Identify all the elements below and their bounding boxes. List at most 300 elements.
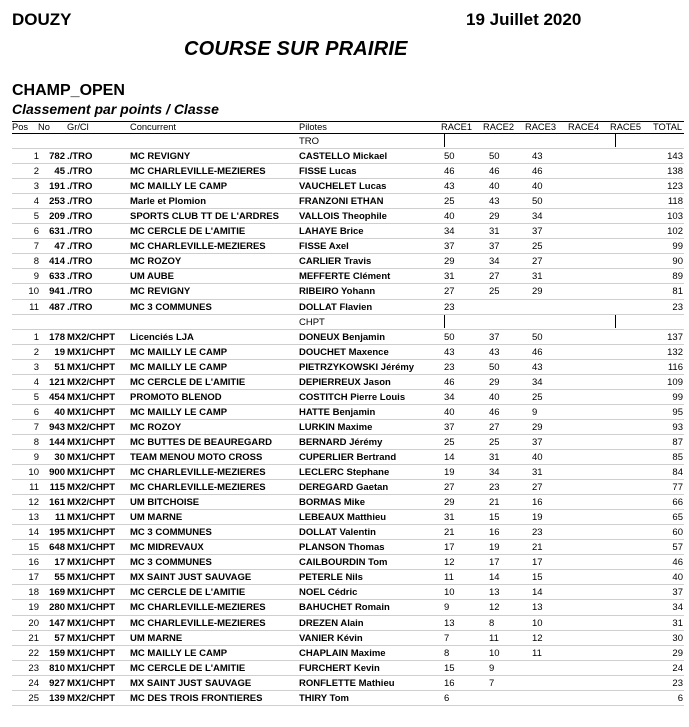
table-row: [12, 375, 684, 390]
row-total: 95: [672, 406, 683, 418]
group-label: CHPT: [299, 316, 325, 328]
row-race1: 16: [444, 677, 455, 689]
row-total: 34: [672, 602, 683, 614]
row-total: 103: [667, 211, 683, 223]
row-pos: 17: [28, 572, 39, 584]
row-race3: 21: [532, 542, 543, 554]
row-pos: 2: [33, 166, 39, 178]
row-race3: 19: [532, 512, 543, 524]
row-race3: 29: [532, 421, 543, 433]
row-total: 66: [672, 497, 683, 509]
row-concurrent: MC CHARLEVILLE-MEZIERES: [130, 467, 266, 479]
row-no: 45: [54, 166, 65, 178]
table-row: [12, 420, 684, 435]
row-pilote: FISSE Lucas: [299, 166, 357, 178]
row-group-class: MX1/CHPT: [67, 512, 116, 524]
group-box: [444, 315, 616, 328]
row-concurrent: MX SAINT JUST SAUVAGE: [130, 572, 252, 584]
row-pilote: COSTITCH Pierre Louis: [299, 391, 406, 403]
row-no: 633: [49, 271, 65, 283]
row-pilote: VALLOIS Theophile: [299, 211, 387, 223]
row-group-class: MX2/CHPT: [67, 376, 116, 388]
row-group-class: ./TRO: [67, 151, 93, 163]
row-pos: 4: [33, 196, 39, 208]
row-no: 30: [54, 451, 65, 463]
row-race1: 37: [444, 421, 455, 433]
row-pilote: CUPERLIER Bertrand: [299, 451, 397, 463]
row-no: 648: [49, 542, 65, 554]
row-race1: 15: [444, 662, 455, 674]
header-pos: Pos: [12, 122, 29, 132]
row-pilote: BERNARD Jérémy: [299, 436, 383, 448]
row-race1: 46: [444, 166, 455, 178]
row-group-class: MX1/CHPT: [67, 557, 116, 569]
row-race2: 15: [489, 512, 500, 524]
row-no: 17: [54, 557, 65, 569]
table-row: [12, 435, 684, 450]
table-row: [12, 555, 684, 570]
row-no: 40: [54, 406, 65, 418]
table-row: [12, 345, 684, 360]
row-race1: 25: [444, 196, 455, 208]
row-no: 139: [49, 692, 65, 704]
row-race2: 27: [489, 271, 500, 283]
row-race3: 31: [532, 271, 543, 283]
row-group-class: MX1/CHPT: [67, 617, 116, 629]
row-pilote: DOUCHET Maxence: [299, 346, 389, 358]
row-total: 40: [672, 572, 683, 584]
row-pilote: DOLLAT Valentin: [299, 527, 376, 539]
row-concurrent: MC MAILLY LE CAMP: [130, 406, 228, 418]
row-concurrent: UM MARNE: [130, 632, 183, 644]
row-race1: 6: [444, 692, 450, 704]
row-pilote: CHAPLAIN Maxime: [299, 647, 386, 659]
row-race1: 14: [444, 451, 455, 463]
row-pos: 15: [28, 542, 39, 554]
table-row: [12, 179, 684, 194]
row-total: 102: [667, 226, 683, 238]
row-group-class: ./TRO: [67, 166, 93, 178]
row-no: 169: [49, 587, 65, 599]
table-row: [12, 284, 684, 299]
row-group-class: MX1/CHPT: [67, 361, 116, 373]
row-race2: 46: [489, 406, 500, 418]
row-total: 23: [672, 677, 683, 689]
row-pilote: CARLIER Travis: [299, 256, 372, 268]
row-race2: 43: [489, 346, 500, 358]
row-race1: 40: [444, 406, 455, 418]
group-box: [444, 134, 616, 147]
row-total: 23: [672, 301, 683, 313]
row-total: 81: [672, 286, 683, 298]
row-race2: 23: [489, 482, 500, 494]
category-title: CHAMP_OPEN: [12, 82, 125, 99]
row-no: 161: [49, 497, 65, 509]
row-pos: 7: [33, 421, 39, 433]
row-race1: 23: [444, 361, 455, 373]
row-total: 85: [672, 451, 683, 463]
row-pilote: RONFLETTE Mathieu: [299, 677, 395, 689]
row-group-class: ./TRO: [67, 256, 93, 268]
row-pos: 3: [33, 361, 39, 373]
row-no: 631: [49, 226, 65, 238]
row-pos: 11: [29, 482, 39, 494]
row-pilote: DEPIERREUX Jason: [299, 376, 391, 388]
row-pos: 16: [28, 557, 39, 569]
row-concurrent: MC DES TROIS FRONTIERES: [130, 692, 263, 704]
row-no: 209: [49, 211, 65, 223]
row-race2: 14: [489, 572, 500, 584]
row-concurrent: Marle et Plomion: [130, 196, 207, 208]
row-total: 60: [672, 527, 683, 539]
row-group-class: MX1/CHPT: [67, 346, 116, 358]
results-table: [12, 121, 684, 706]
row-pos: 3: [33, 181, 39, 193]
row-race2: 21: [489, 497, 500, 509]
row-pos: 14: [28, 527, 39, 539]
row-pilote: THIRY Tom: [299, 692, 349, 704]
row-total: 89: [672, 271, 683, 283]
row-race3: 29: [532, 286, 543, 298]
row-pilote: LAHAYE Brice: [299, 226, 364, 238]
row-total: 29: [672, 647, 683, 659]
row-group-class: MX2/CHPT: [67, 331, 116, 343]
row-total: 31: [672, 617, 683, 629]
row-race2: 27: [489, 421, 500, 433]
row-concurrent: UM BITCHOISE: [130, 497, 200, 509]
row-concurrent: MC ROZOY: [130, 256, 182, 268]
header-concurrent: Concurrent: [130, 122, 176, 132]
header-race3: RACE3: [525, 122, 557, 132]
row-race1: 7: [444, 632, 450, 644]
row-race2: 34: [489, 256, 500, 268]
row-total: 6: [677, 692, 683, 704]
row-race3: 16: [532, 497, 543, 509]
row-total: 99: [672, 391, 683, 403]
row-race1: 13: [444, 617, 455, 629]
table-row: [12, 269, 684, 284]
row-race3: 37: [532, 436, 543, 448]
row-race3: 34: [532, 211, 543, 223]
row-total: 77: [672, 482, 683, 494]
row-race3: 50: [532, 331, 543, 343]
row-pilote: RIBEIRO Yohann: [299, 286, 376, 298]
row-no: 900: [49, 467, 65, 479]
row-race2: 25: [489, 436, 500, 448]
row-race1: 27: [444, 286, 455, 298]
row-no: 51: [54, 361, 65, 373]
row-race2: 7: [489, 677, 495, 689]
table-row: [12, 405, 684, 420]
table-row: [12, 224, 684, 239]
row-pos: 1: [33, 151, 39, 163]
row-race1: 10: [444, 587, 455, 599]
row-race3: 43: [532, 151, 543, 163]
row-race1: 31: [444, 512, 455, 524]
table-row: [12, 480, 684, 495]
row-group-class: ./TRO: [67, 241, 93, 253]
row-race2: 46: [489, 166, 500, 178]
table-row: [12, 209, 684, 224]
row-concurrent: MC MAILLY LE CAMP: [130, 181, 228, 193]
row-group-class: MX2/CHPT: [67, 692, 116, 704]
row-race1: 50: [444, 151, 455, 163]
row-group-class: MX1/CHPT: [67, 677, 116, 689]
row-concurrent: MC CERCLE DE L'AMITIE: [130, 226, 246, 238]
row-concurrent: MC CHARLEVILLE-MEZIERES: [130, 617, 266, 629]
row-pos: 23: [28, 662, 39, 674]
row-group-class: MX1/CHPT: [67, 527, 116, 539]
row-pos: 1: [33, 331, 39, 343]
row-pos: 9: [33, 451, 39, 463]
row-concurrent: MC 3 COMMUNES: [130, 557, 212, 569]
row-race1: 17: [444, 542, 455, 554]
row-no: 115: [49, 482, 65, 494]
row-race1: 34: [444, 391, 455, 403]
row-race3: 23: [532, 527, 543, 539]
row-race3: 37: [532, 226, 543, 238]
row-no: 943: [49, 421, 65, 433]
row-race2: 25: [489, 286, 500, 298]
row-pos: 5: [33, 391, 39, 403]
row-race1: 43: [444, 346, 455, 358]
row-race1: 34: [444, 226, 455, 238]
table-row: [12, 300, 684, 315]
row-race1: 19: [444, 467, 455, 479]
row-group-class: ./TRO: [67, 226, 93, 238]
row-concurrent: UM MARNE: [130, 512, 183, 524]
row-race1: 29: [444, 256, 455, 268]
row-pos: 25: [28, 692, 39, 704]
row-race1: 29: [444, 497, 455, 509]
page-title: COURSE SUR PRAIRIE: [184, 38, 408, 60]
row-pos: 21: [28, 632, 39, 644]
row-pilote: DONEUX Benjamin: [299, 331, 386, 343]
row-group-class: MX1/CHPT: [67, 662, 116, 674]
row-pos: 20: [28, 617, 39, 629]
row-race3: 34: [532, 376, 543, 388]
row-race1: 31: [444, 271, 455, 283]
row-pos: 19: [28, 602, 39, 614]
row-race3: 9: [532, 406, 538, 418]
row-total: 90: [672, 256, 683, 268]
row-race1: 8: [444, 647, 450, 659]
row-concurrent: MC CHARLEVILLE-MEZIERES: [130, 166, 266, 178]
row-pilote: FISSE Axel: [299, 241, 349, 253]
row-pilote: CASTELLO Mickael: [299, 151, 388, 163]
row-concurrent: MC MAILLY LE CAMP: [130, 361, 228, 373]
row-no: 147: [49, 617, 65, 629]
row-pos: 24: [28, 677, 39, 689]
row-race3: 43: [532, 361, 543, 373]
row-pos: 7: [33, 241, 39, 253]
row-no: 454: [49, 391, 65, 403]
row-group-class: MX2/CHPT: [67, 497, 116, 509]
table-row: [12, 465, 684, 480]
row-pilote: PLANSON Thomas: [299, 542, 385, 554]
row-no: 47: [54, 241, 65, 253]
header-race1: RACE1: [441, 122, 473, 132]
row-group-class: MX2/CHPT: [67, 421, 116, 433]
row-race2: 34: [489, 467, 500, 479]
row-group-class: MX1/CHPT: [67, 451, 116, 463]
row-pilote: PETERLE Nils: [299, 572, 363, 584]
row-no: 927: [49, 677, 65, 689]
table-row: [12, 450, 684, 465]
row-race1: 50: [444, 331, 455, 343]
row-race3: 40: [532, 451, 543, 463]
table-row: [12, 570, 684, 585]
table-row: [12, 600, 684, 615]
row-concurrent: Licenciés LJA: [130, 331, 194, 343]
row-race2: 8: [489, 617, 495, 629]
header-no: No: [38, 122, 50, 132]
row-concurrent: MX SAINT JUST SAUVAGE: [130, 677, 252, 689]
row-no: 253: [49, 196, 65, 208]
row-race3: 50: [532, 196, 543, 208]
row-pilote: FURCHERT Kevin: [299, 662, 380, 674]
row-pos: 11: [29, 301, 39, 313]
row-race2: 50: [489, 361, 500, 373]
row-pilote: FRANZONI ETHAN: [299, 196, 384, 208]
row-no: 487: [49, 301, 65, 313]
row-no: 11: [54, 512, 65, 524]
row-pos: 5: [33, 211, 39, 223]
row-group-class: MX1/CHPT: [67, 647, 116, 659]
row-group-class: ./TRO: [67, 181, 93, 193]
row-pilote: HATTE Benjamin: [299, 406, 376, 418]
row-race3: 25: [532, 391, 543, 403]
row-no: 195: [49, 527, 65, 539]
row-race3: 46: [532, 166, 543, 178]
row-no: 280: [49, 602, 65, 614]
row-concurrent: MC CERCLE DE L'AMITIE: [130, 662, 246, 674]
row-group-class: MX1/CHPT: [67, 406, 116, 418]
row-total: 57: [672, 542, 683, 554]
row-race3: 15: [532, 572, 543, 584]
table-row: [12, 691, 684, 706]
row-concurrent: MC ROZOY: [130, 421, 182, 433]
row-pos: 6: [33, 406, 39, 418]
row-concurrent: MC REVIGNY: [130, 286, 191, 298]
row-concurrent: MC MAILLY LE CAMP: [130, 647, 228, 659]
row-pos: 13: [28, 512, 39, 524]
row-no: 144: [49, 436, 65, 448]
row-concurrent: SPORTS CLUB TT DE L'ARDRES: [130, 211, 279, 223]
row-race2: 16: [489, 527, 500, 539]
row-pilote: DOLLAT Flavien: [299, 301, 373, 313]
row-no: 810: [49, 662, 65, 674]
row-group-class: MX1/CHPT: [67, 391, 116, 403]
header-race2: RACE2: [483, 122, 515, 132]
table-row: [12, 510, 684, 525]
table-row: [12, 540, 684, 555]
row-pilote: MEFFERTE Clément: [299, 271, 391, 283]
row-group-class: ./TRO: [67, 301, 93, 313]
row-pos: 8: [33, 436, 39, 448]
row-concurrent: MC BUTTES DE BEAUREGARD: [130, 436, 272, 448]
row-race2: 37: [489, 331, 500, 343]
row-pilote: DEREGARD Gaetan: [299, 482, 389, 494]
row-total: 37: [672, 587, 683, 599]
row-pos: 22: [28, 647, 39, 659]
row-pilote: LECLERC Stephane: [299, 467, 390, 479]
row-race1: 40: [444, 211, 455, 223]
row-concurrent: MC REVIGNY: [130, 151, 191, 163]
row-race3: 31: [532, 467, 543, 479]
row-group-class: ./TRO: [67, 286, 93, 298]
event-date: 19 Juillet 2020: [466, 10, 582, 29]
row-race2: 9: [489, 662, 495, 674]
row-race1: 12: [444, 557, 455, 569]
row-group-class: MX1/CHPT: [67, 542, 116, 554]
row-total: 87: [672, 436, 683, 448]
row-race2: 50: [489, 151, 500, 163]
row-pos: 9: [33, 271, 39, 283]
row-race2: 29: [489, 211, 500, 223]
row-pos: 10: [28, 467, 39, 479]
row-race2: 19: [489, 542, 500, 554]
table-row: [12, 631, 684, 646]
row-race1: 23: [444, 301, 455, 313]
row-race2: 43: [489, 196, 500, 208]
row-total: 93: [672, 421, 683, 433]
row-total: 138: [667, 166, 683, 178]
header-gr: Gr/Cl: [67, 122, 89, 132]
row-race2: 29: [489, 376, 500, 388]
row-race3: 11: [532, 647, 542, 659]
row-race3: 10: [532, 617, 543, 629]
row-total: 30: [672, 632, 683, 644]
row-pilote: PIETRZYKOWSKI Jérémy: [299, 361, 415, 373]
row-total: 143: [667, 151, 683, 163]
row-pilote: NOEL Cédric: [299, 587, 358, 599]
row-race2: 11: [489, 632, 499, 644]
row-concurrent: TEAM MENOU MOTO CROSS: [130, 451, 263, 463]
row-pilote: VAUCHELET Lucas: [299, 181, 387, 193]
row-pos: 8: [33, 256, 39, 268]
table-row: [12, 661, 684, 676]
row-concurrent: MC MIDREVAUX: [130, 542, 204, 554]
row-pilote: BAHUCHET Romain: [299, 602, 390, 614]
row-group-class: MX1/CHPT: [67, 602, 116, 614]
row-group-class: MX1/CHPT: [67, 587, 116, 599]
row-no: 121: [49, 376, 65, 388]
row-race1: 46: [444, 376, 455, 388]
row-total: 123: [667, 181, 683, 193]
header-race5: RACE5: [610, 122, 642, 132]
row-total: 99: [672, 241, 683, 253]
row-race1: 43: [444, 181, 455, 193]
row-concurrent: PROMOTO BLENOD: [130, 391, 222, 403]
row-group-class: MX1/CHPT: [67, 436, 116, 448]
row-total: 65: [672, 512, 683, 524]
row-pos: 6: [33, 226, 39, 238]
header-pilotes: Pilotes: [299, 122, 327, 132]
group-header-row: [12, 315, 684, 330]
row-race3: 27: [532, 256, 543, 268]
table-row: [12, 360, 684, 375]
table-row: [12, 646, 684, 661]
row-group-class: MX1/CHPT: [67, 572, 116, 584]
row-pilote: CAILBOURDIN Tom: [299, 557, 388, 569]
table-row: [12, 149, 684, 164]
group-label: TRO: [299, 136, 320, 147]
row-pilote: LURKIN Maxime: [299, 421, 373, 433]
row-concurrent: MC CERCLE DE L'AMITIE: [130, 587, 246, 599]
table-row: [12, 330, 684, 345]
table-row: [12, 164, 684, 179]
